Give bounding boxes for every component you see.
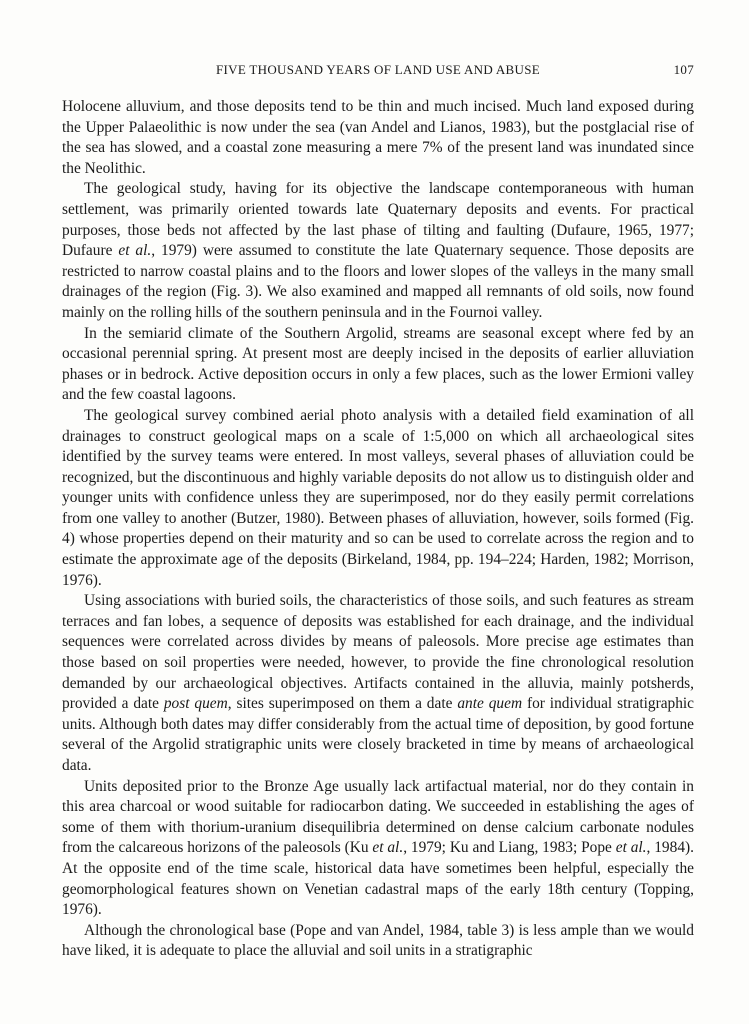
paragraph-5 [62, 591, 694, 776]
text-segment: for individual stratigraphic units. Although both dates may differ considerably from the actual time of deposition, by good fortune several of the Argolid stratigraphic units were closely bracketed in time by means of archaeological data. [62, 695, 695, 774]
text-segment: , sites superimposed on them a date [227, 695, 458, 713]
text-segment: The geological study, having for its objective the landscape contemporaneous with human settlement, was primarily oriented towards late Quaternary deposits and events. For practical purposes, those beds not affected by the last phase of tilting and faulting (Dufaure, 1965, 1977; Dufaure [62, 180, 694, 260]
text-segment: Although the chronological base (Pope and van Andel, 1984, table 3) is less ample than we would have liked, it is adequate to place the alluvial and soil units in a stratigraphic [62, 921, 694, 960]
italic-segment: et al. [615, 839, 647, 857]
text-segment: Units deposited prior to the Bronze Age usually lack artifactual material, nor do they contain in this area charcoal or wood suitable for radiocarbon dating. We succeeded in establishing the ages of some of them with thorium-uranium disequilibria determined on dense calcium carbonate nodules from the calcareous horizons of the paleosols (Ku [62, 777, 694, 857]
paragraph-3 [62, 324, 694, 406]
page-number: 107 [673, 62, 694, 77]
body-text [62, 97, 694, 962]
paragraph-4 [62, 406, 694, 591]
text-segment: Using associations with buried soils, the characteristics of those soils, and such features as stream terraces and fan lobes, a sequence of deposits was established for each drainage, and the individual sequences were correlated across divides by means of paleosols. More precise age estimates than those based on soil properties were needed, however, to provide the fine chronological resolution demanded by our archaeological objectives. Artifacts contained in the alluvia, mainly potsherds, provided a date [62, 592, 694, 713]
italic-segment: et al. [372, 839, 404, 857]
running-title: FIVE THOUSAND YEARS OF LAND USE AND ABUSE [216, 62, 540, 77]
text-segment: , 1984). At the opposite end of the time scale, historical data have sometimes been helpful, especially the geomorphological features shown on Venetian cadastral maps of the early 18th century (Topping, 1976). [62, 839, 694, 919]
italic-segment: ante quem [457, 695, 523, 713]
text-segment: , 1979; Ku and Liang, 1983; Pope [403, 839, 616, 857]
italic-segment: et al. [118, 242, 152, 260]
paragraph-2 [62, 179, 694, 323]
text-segment: Holocene alluvium, and those deposits tend to be thin and much incised. Much land exposed during the Upper Palaeolithic is now under the sea (van Andel and Lianos, 1983), but the postglacial rise of the sea has slowed, and a coastal zone measuring a mere 7% of the present land was inundated since the Neolithic. [62, 98, 694, 177]
paragraph-6 [62, 777, 694, 921]
paragraph-7 [62, 921, 694, 962]
text-segment: In the semiarid climate of the Southern Argolid, streams are seasonal except where fed by an occasional perennial spring. At present most are deeply incised in the deposits of earlier alluviation phases or in bedrock. Active deposition occurs in only a few places, such as the lower Ermioni valley and the few coastal lagoons. [62, 324, 694, 404]
italic-segment: post quem [163, 695, 228, 713]
text-segment: , 1979) were assumed to constitute the late Quaternary sequence. Those deposits are restricted to narrow coastal plains and to the floors and lower slopes of the valleys in the many small drainages of the region (Fig. 3). We also examined and mapped all remnants of old soils, now found mainly on the rolling hills of the southern peninsula and in the Fournoi valley. [62, 242, 695, 321]
paragraph-1 [62, 97, 694, 179]
running-head [62, 62, 694, 82]
text-segment: The geological survey combined aerial photo analysis with a detailed field examination of all drainages to construct geological maps on a scale of 1:5,000 on which all archaeological sites identified by the survey teams were entered. In most valleys, several phases of alluviation could be recognized, but the discontinuous and highly variable deposits do not allow us to distinguish older and younger units with confidence unless they are superimposed, nor do they easily permit correlations from one valley to another (Butzer, 1980). Between phases of alluviation, however, soils formed (Fig. 4) whose properties depend on their maturity and so can be used to correlate across the region and to estimate the approximate age of the deposits (Birkeland, 1984, pp. 194–224; Harden, 1982; Morrison, 1976). [62, 406, 694, 589]
